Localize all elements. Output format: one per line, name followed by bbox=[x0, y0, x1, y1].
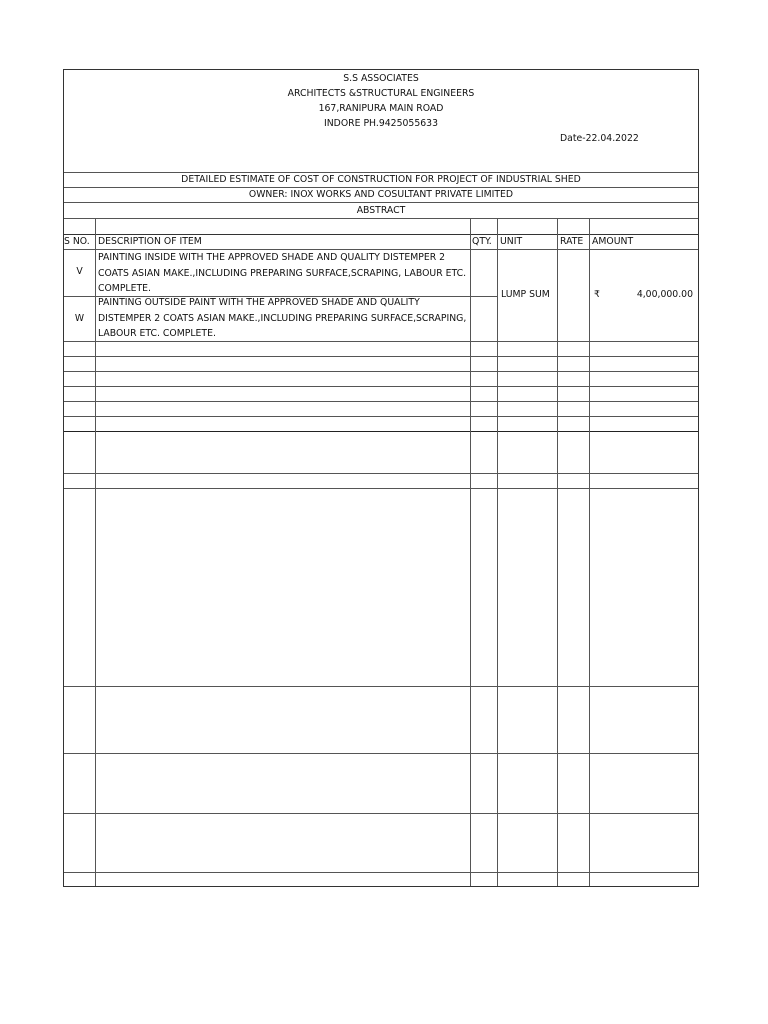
row-divider bbox=[64, 813, 698, 814]
project-owner: OWNER: INOX WORKS AND COSULTANT PRIVATE LIMITED bbox=[248, 189, 514, 200]
currency-symbol: ₹ bbox=[594, 289, 600, 300]
item-sno: V bbox=[76, 266, 83, 277]
row-divider bbox=[64, 218, 698, 219]
row-divider bbox=[64, 386, 698, 387]
firm-city-phone: INDORE PH.9425055633 bbox=[323, 118, 438, 129]
firm-name: S.S ASSOCIATES bbox=[343, 73, 419, 84]
row-divider bbox=[64, 686, 698, 687]
column-header-description: DESCRIPTION OF ITEM bbox=[98, 236, 202, 247]
item-description: PAINTING OUTSIDE PAINT WITH THE APPROVED SHADE AND QUALITY DISTEMPER 2 COATS ASIAN MAKE.,INCLUDING PREPARING SURFACE,SCRAPING, LABOUR ETC. COMPLETE. bbox=[98, 297, 467, 339]
column-header-amount: AMOUNT bbox=[592, 236, 634, 247]
amount-value: 4,00,000.00 bbox=[636, 289, 693, 300]
firm-tagline: ARCHITECTS &STRUCTURAL ENGINEERS bbox=[287, 88, 475, 99]
column-line bbox=[557, 218, 558, 886]
column-header-qty: QTY. bbox=[472, 236, 492, 247]
column-header-unit: UNIT bbox=[500, 236, 523, 247]
column-line bbox=[95, 218, 96, 886]
row-divider bbox=[64, 753, 698, 754]
row-divider bbox=[64, 872, 698, 873]
item-description: PAINTING INSIDE WITH THE APPROVED SHADE AND QUALITY DISTEMPER 2 COATS ASIAN MAKE.,INCLUDING PREPARING SURFACE,SCRAPING, LABOUR ETC. COMPLETE. bbox=[98, 252, 467, 294]
estimate-sheet bbox=[63, 69, 699, 887]
unit-value: LUMP SUM bbox=[501, 289, 550, 300]
item-sno: W bbox=[74, 313, 85, 324]
row-divider bbox=[64, 473, 698, 474]
row-divider bbox=[64, 488, 698, 489]
row-divider bbox=[64, 431, 698, 432]
row-divider bbox=[64, 356, 698, 357]
row-divider bbox=[64, 371, 698, 372]
column-header-rate: RATE bbox=[560, 236, 584, 247]
column-line bbox=[589, 218, 590, 886]
column-header-sno: S NO. bbox=[64, 236, 90, 247]
project-title: DETAILED ESTIMATE OF COST OF CONSTRUCTION FOR PROJECT OF INDUSTRIAL SHED bbox=[181, 174, 581, 185]
row-divider bbox=[64, 401, 698, 402]
column-line bbox=[470, 218, 471, 886]
firm-address: 167,RANIPURA MAIN ROAD bbox=[318, 103, 444, 114]
column-line bbox=[497, 218, 498, 886]
row-divider bbox=[64, 416, 698, 417]
document-date: Date-22.04.2022 bbox=[560, 133, 639, 144]
section-title: ABSTRACT bbox=[356, 205, 406, 216]
